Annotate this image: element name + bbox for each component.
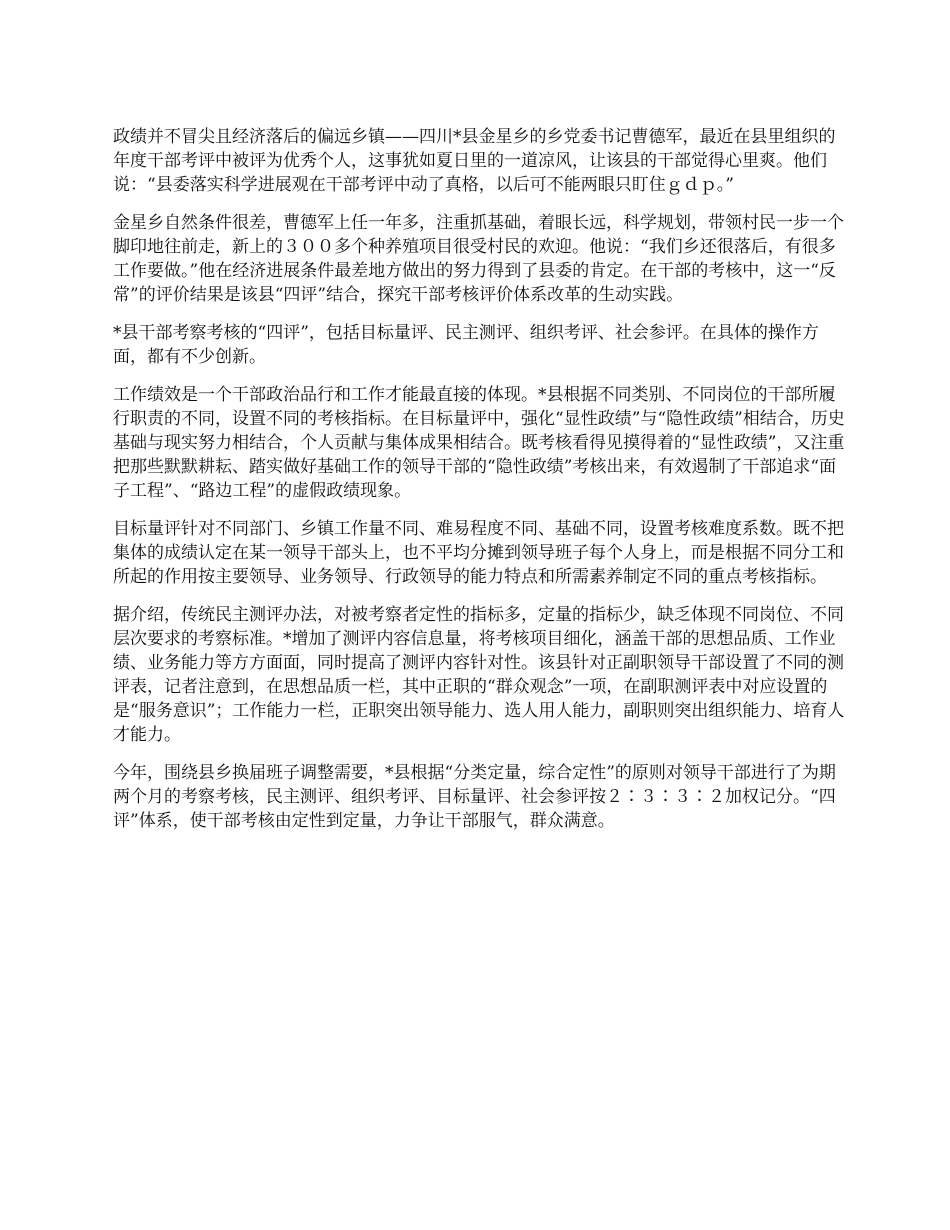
- paragraph-7: 今年，围绕县乡换届班子调整需要，*县根据“分类定量，综合定性”的原则对领导干部进行了为期两个月的考察考核，民主测评、组织考评、目标量评、社会参评按２∶３∶３∶２加权记分。“四评”体系，使干部考核由定性到定量，力争让干部服气，群众满意。: [113, 763, 836, 831]
- paragraph-4: 工作绩效是一个干部政治品行和工作才能最直接的体现。*县根据不同类别、不同岗位的干部所履行职责的不同，设置不同的考核指标。在目标量评中，强化“显性政绩”与“隐性政绩”相结合，历史基础与现实努力相结合，个人贡献与集体成果相结合。既考核看得见摸得着的“显性政绩”，又注重把那些默默耕耘、踏实做好基础工作的领导干部的“隐性政绩”考核出来，有效遏制了干部追求“面子工程”、“路边工程”的虚假政绩现象。: [113, 385, 845, 501]
- paragraph-6: 据介绍，传统民主测评办法，对被考察者定性的指标多，定量的指标少，缺乏体现不同岗位、不同层次要求的考察标准。*增加了测评内容信息量，将考核项目细化，涵盖干部的思想品质、工作业绩、业务能力等方方面面，同时提高了测评内容针对性。该县针对正副职领导干部设置了不同的测评表，记者注意到，在思想品质一栏，其中正职的“群众观念”一项，在副职测评表中对应设置的是“服务意识”；工作能力一栏，正职突出领导能力、选人用人能力，副职则突出组织能力、培育人才能力。: [113, 605, 845, 745]
- article-body: [113, 125, 845, 847]
- paragraph-2: 金星乡自然条件很差，曹德军上任一年多，注重抓基础，着眼长远，科学规划，带领村民一步一个脚印地往前走，新上的３００多个种养殖项目很受村民的欢迎。他说：“我们乡还很落后，有很多工作要做。”他在经济进展条件最差地方做出的努力得到了县委的肯定。在干部的考核中，这一“反常”的评价结果是该县“四评”结合，探究干部考核评价体系改革的生动实践。: [113, 213, 844, 305]
- paragraph-5: 目标量评针对不同部门、乡镇工作量不同、难易程度不同、基础不同，设置考核难度系数。既不把集体的成绩认定在某一领导干部头上，也不平均分摊到领导班子每个人身上，而是根据不同分工和所起的作用按主要领导、业务领导、行政领导的能力特点和所需素养制定不同的重点考核指标。: [113, 519, 844, 587]
- paragraph-1: 政绩并不冒尖且经济落后的偏远乡镇——四川*县金星乡的乡党委书记曹德军，最近在县里组织的年度干部考评中被评为优秀个人，这事犹如夏日里的一道凉风，让该县的干部觉得心里爽。他们说：“县委落实科学进展观在干部考评中动了真格，以后可不能两眼只盯住ｇｄｐ。”: [113, 127, 836, 195]
- paragraph-3: *县干部考察考核的“四评”，包括目标量评、民主测评、组织考评、社会参评。在具体的操作方面，都有不少创新。: [113, 323, 819, 367]
